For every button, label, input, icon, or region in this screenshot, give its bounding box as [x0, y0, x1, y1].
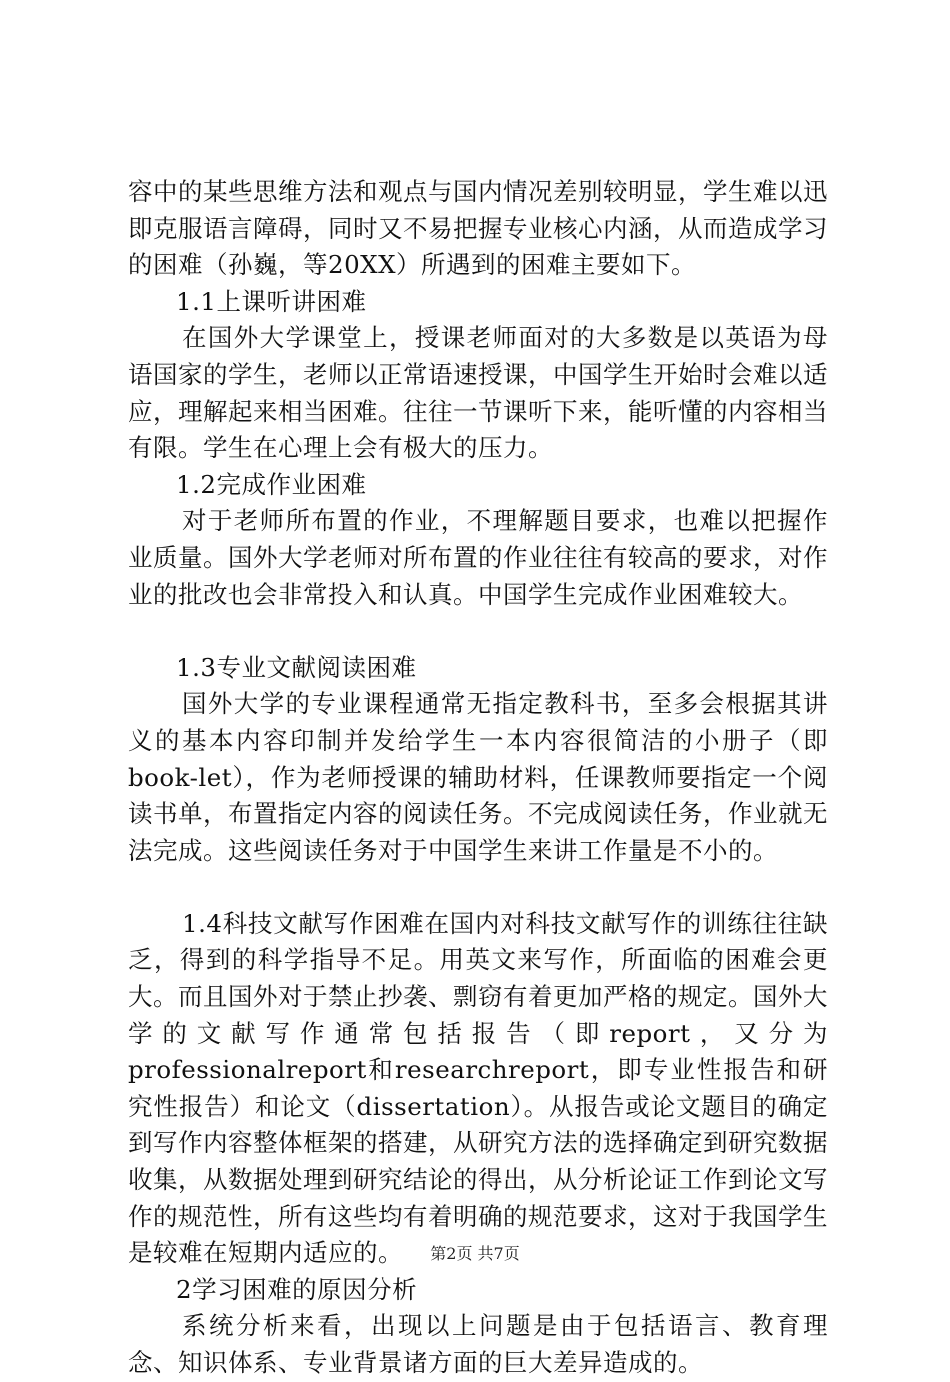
blank-line — [128, 613, 828, 650]
page-number-footer: 第2页 共7页 — [430, 1244, 520, 1263]
paragraph-listening: 在国外大学课堂上，授课老师面对的大多数是以英语为母语国家的学生，老师以正常语速授课，中国学生开始时会难以适应，理解起来相当困难。往往一节课听下来，能听懂的内容相当有限。学生在心理上会有极大的压力。 — [128, 323, 828, 463]
paragraph-continuation: 容中的某些思维方法和观点与国内情况差别较明显，学生难以迅即克服语言障碍，同时又不易把握专业核心内涵，从而造成学习的困难（孙巍，等20XX）所遇到的困难主要如下。 — [128, 177, 828, 280]
section-heading-1-2: 1.2完成作业困难 — [176, 469, 367, 499]
paragraph-homework: 对于老师所布置的作业，不理解题目要求，也难以把握作业质量。国外大学老师对所布置的作业往往有较高的要求，对作业的批改也会非常投入和认真。中国学生完成作业困难较大。 — [128, 506, 828, 609]
blank-line — [128, 869, 828, 906]
section-heading-1-1: 1.1上课听讲困难 — [176, 286, 367, 316]
section-heading-2: 2学习困难的原因分析 — [176, 1274, 418, 1304]
paragraph-writing: 1.4科技文献写作困难在国内对科技文献写作的训练往往缺乏，得到的科学指导不足。用英文来写作，所面临的困难会更大。而且国外对于禁止抄袭、剽窃有着更加严格的规定。国外大学的文献写作通常包括报告（即report，又分为professionalreport和researchreport，即专业性报告和研究性报告）和论文（dissertation）。从报告或论文题目的确定到写作内容整体框架的搭建，从研究方法的选择确定到研究数据收集，从数据处理到研究结论的得出，从分析论证工作到论文写作的规范性，所有这些均有着明确的规范要求，这对于我国学生是较难在短期内适应的。 — [128, 908, 828, 1268]
paragraph-analysis: 系统分析来看，出现以上问题是由于包括语言、教育理念、知识体系、专业背景诸方面的巨大差异造成的。 — [128, 1311, 828, 1377]
section-heading-1-3: 1.3专业文献阅读困难 — [176, 652, 417, 682]
paragraph-reading: 国外大学的专业课程通常无指定教科书，至多会根据其讲义的基本内容印制并发给学生一本内容很简洁的小册子（即book-let），作为老师授课的辅助材料，任课教师要指定一个阅读书单，布置指定内容的阅读任务。不完成阅读任务，作业就无法完成。这些阅读任务对于中国学生来讲工作量是不小的。 — [128, 689, 828, 865]
document-body — [128, 174, 828, 1382]
